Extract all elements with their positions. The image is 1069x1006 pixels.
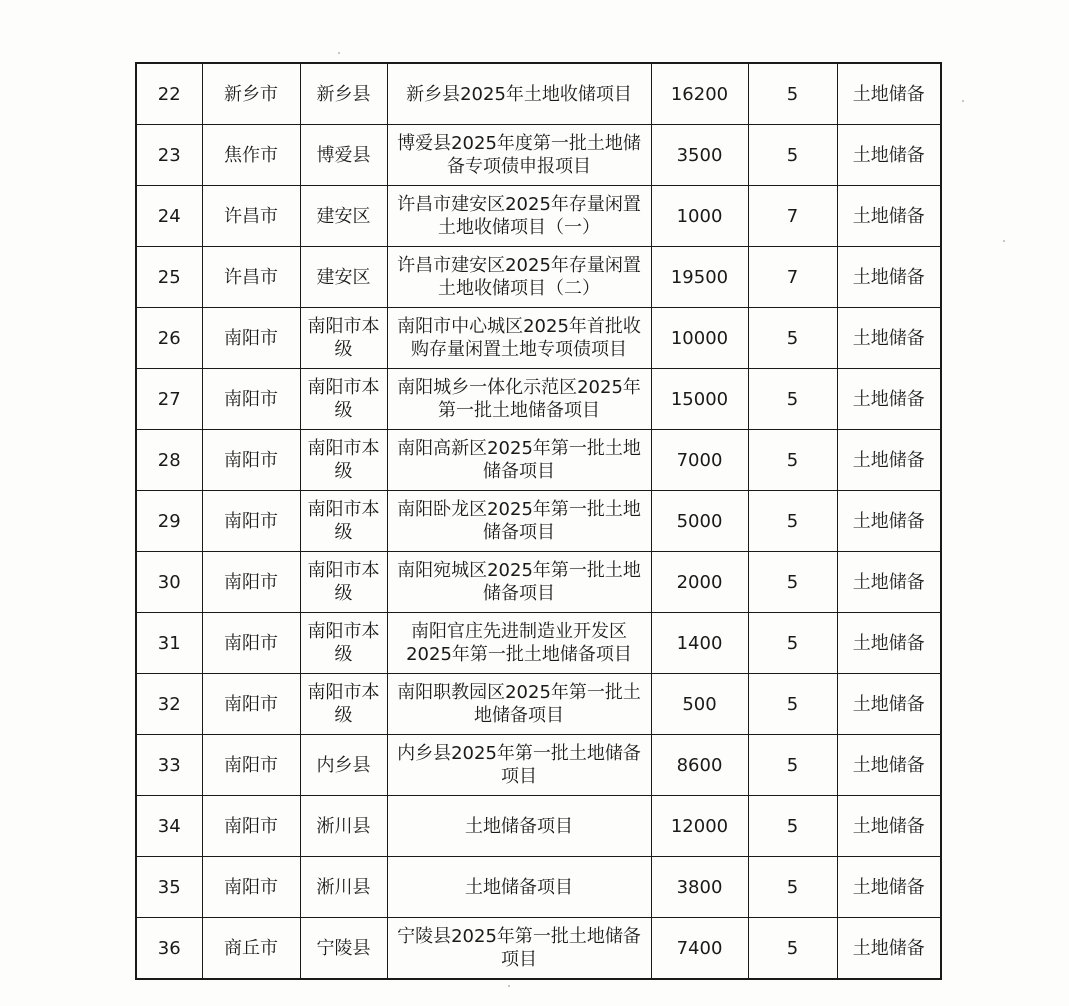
row-number: 36 xyxy=(136,918,202,980)
amount-cell: 3500 xyxy=(651,125,748,186)
project-name-cell: 南阳市中心城区2025年首批收购存量闲置土地专项债项目 xyxy=(387,308,651,369)
table-row xyxy=(136,796,941,857)
city-cell: 南阳市 xyxy=(202,430,300,491)
use-cell: 土地储备 xyxy=(837,430,941,491)
table-row xyxy=(136,918,941,980)
city-cell: 南阳市 xyxy=(202,674,300,735)
row-number: 32 xyxy=(136,674,202,735)
county-cell: 建安区 xyxy=(300,247,387,308)
city-cell: 许昌市 xyxy=(202,247,300,308)
amount-cell: 5000 xyxy=(651,491,748,552)
project-name-cell: 南阳宛城区2025年第一批土地储备项目 xyxy=(387,552,651,613)
term-cell: 5 xyxy=(748,369,837,430)
row-number: 31 xyxy=(136,613,202,674)
table-row xyxy=(136,674,941,735)
amount-cell: 15000 xyxy=(651,369,748,430)
use-cell: 土地储备 xyxy=(837,552,941,613)
table-row xyxy=(136,308,941,369)
row-number: 22 xyxy=(136,63,202,125)
city-cell: 新乡市 xyxy=(202,63,300,125)
city-cell: 许昌市 xyxy=(202,186,300,247)
use-cell: 土地储备 xyxy=(837,735,941,796)
project-name-cell: 新乡县2025年土地收储项目 xyxy=(387,63,651,125)
row-number: 30 xyxy=(136,552,202,613)
city-cell: 南阳市 xyxy=(202,491,300,552)
county-cell: 淅川县 xyxy=(300,796,387,857)
table-row xyxy=(136,613,941,674)
amount-cell: 7400 xyxy=(651,918,748,980)
table-row xyxy=(136,552,941,613)
project-list-table xyxy=(135,62,942,980)
county-cell: 博爱县 xyxy=(300,125,387,186)
scan-speck xyxy=(508,985,510,987)
row-number: 28 xyxy=(136,430,202,491)
term-cell: 5 xyxy=(748,491,837,552)
project-name-cell: 南阳高新区2025年第一批土地储备项目 xyxy=(387,430,651,491)
scan-speck xyxy=(962,100,964,102)
county-cell: 南阳市本级 xyxy=(300,613,387,674)
use-cell: 土地储备 xyxy=(837,63,941,125)
project-name-cell: 土地储备项目 xyxy=(387,857,651,918)
table-body xyxy=(136,63,941,979)
city-cell: 南阳市 xyxy=(202,613,300,674)
scan-speck xyxy=(1003,240,1005,242)
use-cell: 土地储备 xyxy=(837,674,941,735)
project-name-cell: 许昌市建安区2025年存量闲置土地收储项目（一） xyxy=(387,186,651,247)
amount-cell: 12000 xyxy=(651,796,748,857)
row-number: 23 xyxy=(136,125,202,186)
amount-cell: 500 xyxy=(651,674,748,735)
use-cell: 土地储备 xyxy=(837,369,941,430)
row-number: 25 xyxy=(136,247,202,308)
amount-cell: 3800 xyxy=(651,857,748,918)
use-cell: 土地储备 xyxy=(837,186,941,247)
table-row xyxy=(136,491,941,552)
use-cell: 土地储备 xyxy=(837,247,941,308)
amount-cell: 1400 xyxy=(651,613,748,674)
county-cell: 南阳市本级 xyxy=(300,674,387,735)
amount-cell: 2000 xyxy=(651,552,748,613)
city-cell: 南阳市 xyxy=(202,796,300,857)
county-cell: 南阳市本级 xyxy=(300,308,387,369)
use-cell: 土地储备 xyxy=(837,918,941,980)
term-cell: 5 xyxy=(748,308,837,369)
city-cell: 焦作市 xyxy=(202,125,300,186)
use-cell: 土地储备 xyxy=(837,125,941,186)
table-row xyxy=(136,186,941,247)
term-cell: 5 xyxy=(748,796,837,857)
use-cell: 土地储备 xyxy=(837,796,941,857)
project-name-cell: 南阳职教园区2025年第一批土地储备项目 xyxy=(387,674,651,735)
row-number: 29 xyxy=(136,491,202,552)
use-cell: 土地储备 xyxy=(837,308,941,369)
term-cell: 7 xyxy=(748,186,837,247)
table-row xyxy=(136,247,941,308)
county-cell: 内乡县 xyxy=(300,735,387,796)
amount-cell: 8600 xyxy=(651,735,748,796)
project-name-cell: 博爱县2025年度第一批土地储备专项债申报项目 xyxy=(387,125,651,186)
table-row xyxy=(136,369,941,430)
term-cell: 5 xyxy=(748,63,837,125)
amount-cell: 1000 xyxy=(651,186,748,247)
project-name-cell: 土地储备项目 xyxy=(387,796,651,857)
city-cell: 南阳市 xyxy=(202,369,300,430)
term-cell: 5 xyxy=(748,613,837,674)
scan-speck xyxy=(338,52,340,54)
county-cell: 南阳市本级 xyxy=(300,430,387,491)
amount-cell: 7000 xyxy=(651,430,748,491)
city-cell: 南阳市 xyxy=(202,735,300,796)
city-cell: 南阳市 xyxy=(202,552,300,613)
city-cell: 南阳市 xyxy=(202,308,300,369)
project-name-cell: 许昌市建安区2025年存量闲置土地收储项目（二） xyxy=(387,247,651,308)
county-cell: 淅川县 xyxy=(300,857,387,918)
row-number: 27 xyxy=(136,369,202,430)
county-cell: 宁陵县 xyxy=(300,918,387,980)
row-number: 33 xyxy=(136,735,202,796)
table-row xyxy=(136,63,941,125)
term-cell: 5 xyxy=(748,735,837,796)
row-number: 35 xyxy=(136,857,202,918)
term-cell: 5 xyxy=(748,918,837,980)
amount-cell: 19500 xyxy=(651,247,748,308)
amount-cell: 16200 xyxy=(651,63,748,125)
row-number: 26 xyxy=(136,308,202,369)
project-name-cell: 南阳卧龙区2025年第一批土地储备项目 xyxy=(387,491,651,552)
use-cell: 土地储备 xyxy=(837,613,941,674)
use-cell: 土地储备 xyxy=(837,857,941,918)
table-row xyxy=(136,857,941,918)
county-cell: 南阳市本级 xyxy=(300,491,387,552)
table-row xyxy=(136,125,941,186)
county-cell: 建安区 xyxy=(300,186,387,247)
project-name-cell: 内乡县2025年第一批土地储备项目 xyxy=(387,735,651,796)
project-name-cell: 南阳城乡一体化示范区2025年第一批土地储备项目 xyxy=(387,369,651,430)
table-row xyxy=(136,735,941,796)
term-cell: 5 xyxy=(748,125,837,186)
term-cell: 7 xyxy=(748,247,837,308)
city-cell: 商丘市 xyxy=(202,918,300,980)
project-name-cell: 南阳官庄先进制造业开发区2025年第一批土地储备项目 xyxy=(387,613,651,674)
term-cell: 5 xyxy=(748,857,837,918)
row-number: 24 xyxy=(136,186,202,247)
county-cell: 南阳市本级 xyxy=(300,552,387,613)
county-cell: 新乡县 xyxy=(300,63,387,125)
row-number: 34 xyxy=(136,796,202,857)
use-cell: 土地储备 xyxy=(837,491,941,552)
term-cell: 5 xyxy=(748,430,837,491)
term-cell: 5 xyxy=(748,674,837,735)
county-cell: 南阳市本级 xyxy=(300,369,387,430)
table-row xyxy=(136,430,941,491)
term-cell: 5 xyxy=(748,552,837,613)
city-cell: 南阳市 xyxy=(202,857,300,918)
project-name-cell: 宁陵县2025年第一批土地储备项目 xyxy=(387,918,651,980)
amount-cell: 10000 xyxy=(651,308,748,369)
